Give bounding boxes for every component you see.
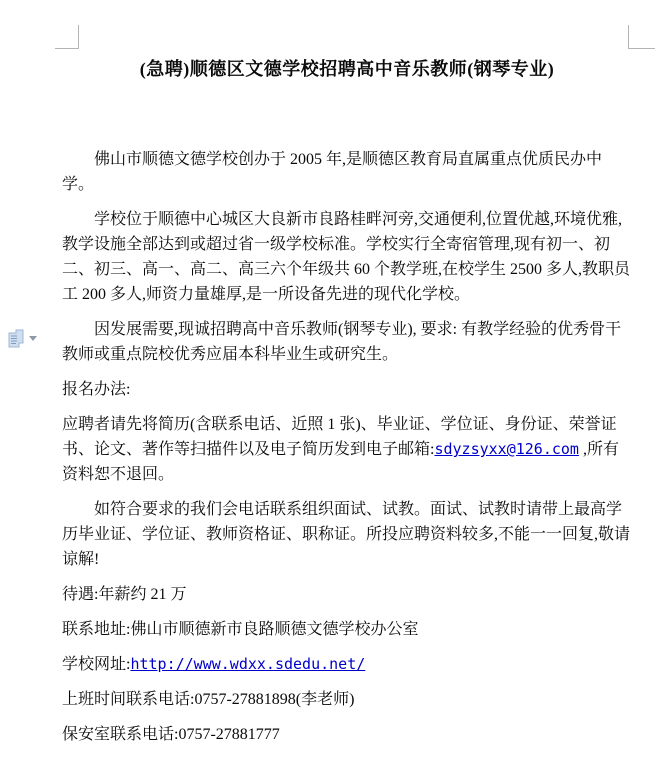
security-phone-line: 保安室联系电话:0757-27881777	[62, 726, 280, 743]
paragraph-school-overview: 学校位于顺德中心城区大良新市良路桂畔河旁,交通便利,位置优越,环境优雅,教学设施全部达到或超过省一级学校标准。学校实行全寄宿管理,现有初一、初二、初三、高一、高二、高三六个年级共 60 个教学班,在校学生 2500 多人,教职员工 200 多人,师资力量雄厚,是一所设备先进的现代化学校。	[62, 211, 631, 303]
apply-method-heading: 报名办法:	[62, 381, 131, 398]
document-title: (急聘)顺德区文德学校招聘高中音乐教师(钢琴专业)	[139, 59, 555, 79]
paste-options-button[interactable]	[8, 329, 37, 348]
margin-crop-mark-top-left	[55, 25, 79, 49]
paragraph-interview: 如符合要求的我们会电话联系组织面试、试教。面试、试教时请带上最高学历毕业证、学位证、教师资格证、职称证。所投应聘资料较多,不能一一回复,敬请谅解!	[62, 501, 631, 568]
email-link[interactable]: sdyzsyxx@126.com	[434, 440, 579, 458]
margin-crop-mark-top-right	[628, 25, 655, 49]
website-link[interactable]: http://www.wdxx.sdedu.net/	[130, 655, 366, 673]
website-line	[62, 652, 632, 677]
paragraph-apply	[62, 412, 632, 487]
address-line: 联系地址:佛山市顺德新市良路顺德文德学校办公室	[62, 621, 419, 638]
paragraph-recruitment: 因发展需要,现诚招聘高中音乐教师(钢琴专业), 要求: 有教学经验的优秀骨干教师或重点院校优秀应届本科毕业生或研究生。	[62, 321, 622, 363]
website-label: 学校网址:	[62, 656, 131, 673]
document-body	[62, 47, 632, 757]
paragraph-intro: 佛山市顺德文德学校创办于 2005 年,是顺德区教育局直属重点优质民办中学。	[62, 151, 603, 193]
paste-options-icon	[8, 329, 24, 348]
apply-text-before-email: 应聘者请先将简历(含联系电话、近照 1 张)、毕业证、学位证、身份证、荣誉证书、论文、著作等扫描件以及电子简历发到电子邮箱:	[62, 416, 617, 458]
salary-line: 待遇:年薪约 21 万	[62, 586, 187, 603]
apply-text-after-email: ,所有资料恕不退回。	[62, 441, 619, 483]
office-phone-line: 上班时间联系电话:0757-27881898(李老师)	[62, 691, 355, 708]
chevron-down-icon[interactable]	[29, 336, 37, 341]
